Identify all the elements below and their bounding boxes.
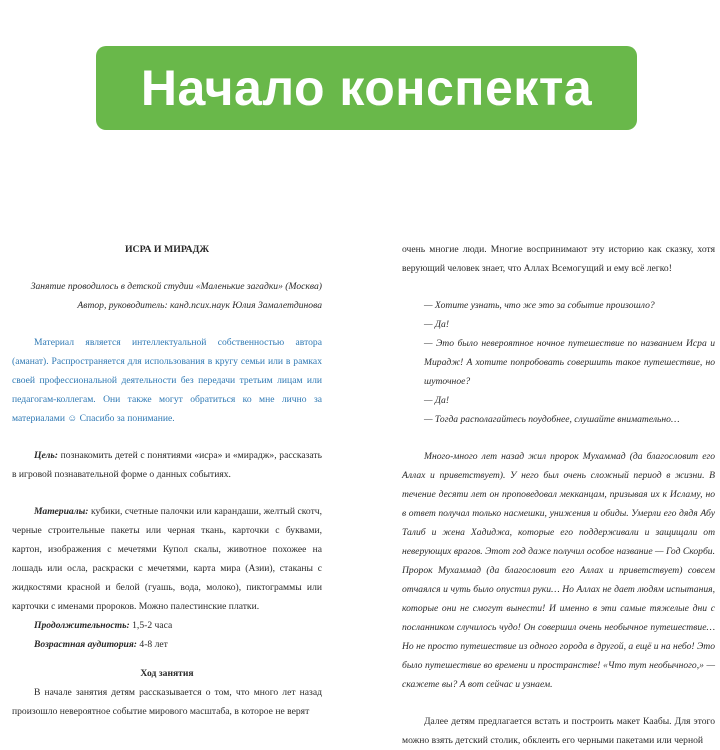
materials-text: кубики, счетные палочки или карандаши, желтый скотч, черные строительные пакеты или черная ткань, карточки с буквами, картон, изображения с мечетями Купол скалы, животное похожее на лошадь или осла, раскраски с мечетями, карта мира (Азии), стаканы с жидкостями красной и белой (гуашь, вода, молоко), пиктограммы или карточки с именами пророков. Можно палестинские платки. [12, 506, 322, 612]
dialog-line: — Хотите узнать, что же это за событие произошло? [424, 300, 655, 311]
dialog-line: — Да! [424, 395, 450, 406]
goal-text: познакомить детей с понятиями «исра» и «мирадж», рассказать в игровой познавательной форме о данных событиях. [12, 450, 322, 480]
course-heading: Ход занятия [140, 668, 194, 679]
story-paragraph: Много-много лет назад жил пророк Мухаммад (да благословит его Аллах и приветствует). У него был очень сложный период в жизни. В течение десяти лет он проповедовал мекканцам, призывая их к Исламу, но в ответ получал только насмешки, унижения и обиды. Умерли его дядя Абу Талиб и жена Хадиджа, которые его поддерживали и защищали от неверующих врагов. Этот год даже получил особое название — Год Скорби. Пророк Мухаммад (да благословит его Аллах и приветствует) совсем отчаялся и чуть было опустил руки… Но Аллах не дает людям испытания, которые они не смогут вынести! И именно в эти самые тяжелые дни с посланником случилось чудо! Он совершил очень необычное путешествие… Но не просто путешествие из одного города в другой, а ещё и на небо! Это было путешествие во времени и пространстве! «Что тут необычного,» — скажете вы? А вот сейчас и узнаем. [402, 451, 715, 690]
duration-text: 1,5-2 часа [129, 620, 173, 631]
age-text: 4-8 лет [137, 639, 168, 650]
course-paragraph: В начале занятия детям рассказывается о том, что много лет назад произошло невероятное событие мирового масштаба, в которое не верят [12, 687, 322, 717]
document-title: ИСРА И МИРАДЖ [124, 244, 210, 255]
copyright-notice: Материал является интеллектуальной собственностью автора (аманат). Распространяется для использования в кругу семьи или в рамках своей профессиональной деятельности без передачи третьим лицам или педагогам-коллегам. Они также могут обратиться ко мне лично за материалами ☺ Спасибо за понимание. [12, 337, 322, 424]
duration-label: Продолжительность: [34, 620, 130, 631]
goal-label: Цель: [34, 450, 58, 461]
age-paragraph [12, 635, 322, 654]
goal-paragraph [12, 446, 322, 484]
continuation-paragraph: очень многие люди. Многие воспринимают эту историю как сказку, хотя верующий человек знает, что Аллах Всемогущий и ему всё легко! [402, 244, 715, 274]
document-left-column [12, 240, 322, 721]
document-meta-location: Занятие проводилось в детской студии «Маленькие загадки» (Москва) [30, 281, 322, 292]
materials-label: Материалы: [34, 506, 89, 517]
title-banner [96, 46, 637, 130]
age-label: Возрастная аудитория: [34, 639, 137, 650]
materials-paragraph [12, 502, 322, 616]
activity-paragraph: Далее детям предлагается встать и построить макет Каабы. Для этого можно взять детский столик, обклеить его черными пакетами или черной [402, 716, 715, 746]
dialog-line: — Тогда располагайтесь поудобнее, слушайте внимательно… [424, 414, 680, 425]
dialog-line: — Это было невероятное ночное путешествие по названием Исра и Мирадж! А хотите попробовать совершить такое путешествие, но шуточное? [424, 338, 715, 387]
document-meta-author: Автор, руководитель: канд.псих.наук Юлия Замалетдинова [77, 300, 322, 311]
document-right-column [402, 240, 715, 750]
banner-title: Начало конспекта [140, 60, 593, 116]
dialog-line: — Да! [424, 319, 450, 330]
duration-paragraph [12, 616, 322, 635]
